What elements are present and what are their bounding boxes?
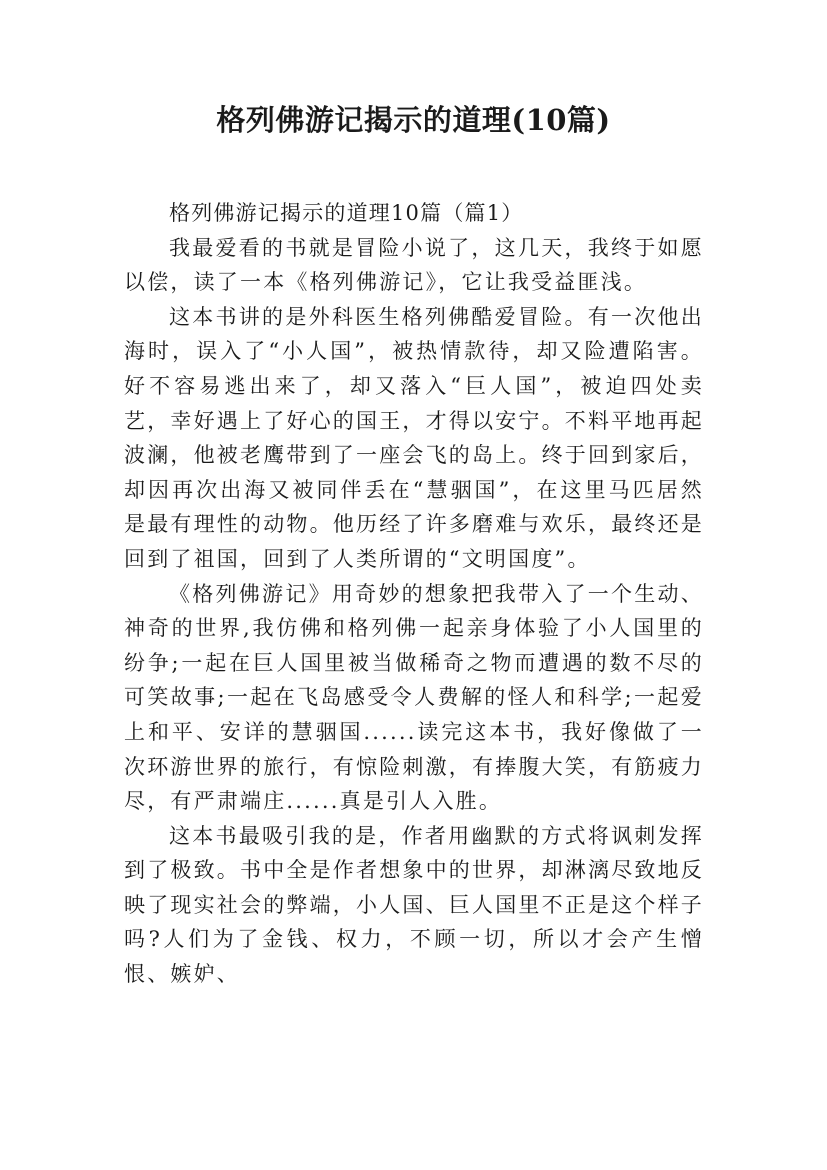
paragraph: 我最爱看的书就是冒险小说了，这几天，我终于如愿以偿，读了一本《格列佛游记》，它让我受益匪浅。 (124, 235, 704, 295)
document-body (124, 196, 704, 992)
section-heading: 格列佛游记揭示的道理10篇（篇1） (169, 201, 524, 225)
paragraph: 《格列佛游记》用奇妙的想象把我带入了一个生动、神奇的世界,我仿佛和格列佛一起亲身体验了小人国里的纷争;一起在巨人国里被当做稀奇之物而遭遇的数不尽的可笑故事;一起在飞岛感受令人费解的怪人和科学;一起爱上和平、安详的慧骃国......读完这本书，我好像做了一次环游世界的旅行，有惊险刺激，有捧腹大笑，有筋疲力尽，有严肃端庄......真是引人入胜。 (124, 581, 704, 814)
paragraph: 这本书最吸引我的是，作者用幽默的方式将讽刺发挥到了极致。书中全是作者想象中的世界，却淋漓尽致地反映了现实社会的弊端，小人国、巨人国里不正是这个样子吗?人们为了金钱、权力，不顾一切，所以才会产生憎恨、嫉妒、 (124, 823, 704, 987)
paragraph: 这本书讲的是外科医生格列佛酷爱冒险。有一次他出海时，误入了“小人国”，被热情款待，却又险遭陷害。好不容易逃出来了，却又落入“巨人国”，被迫四处卖艺，幸好遇上了好心的国王，才得以安宁。不料平地再起波澜，他被老鹰带到了一座会飞的岛上。终于回到家后，却因再次出海又被同伴丢在“慧骃国”，在这里马匹居然是最有理性的动物。他历经了许多磨难与欢乐，最终还是回到了祖国，回到了人类所谓的“文明国度”。 (124, 304, 704, 571)
document-title: 格列佛游记揭示的道理(10篇) (216, 103, 611, 137)
